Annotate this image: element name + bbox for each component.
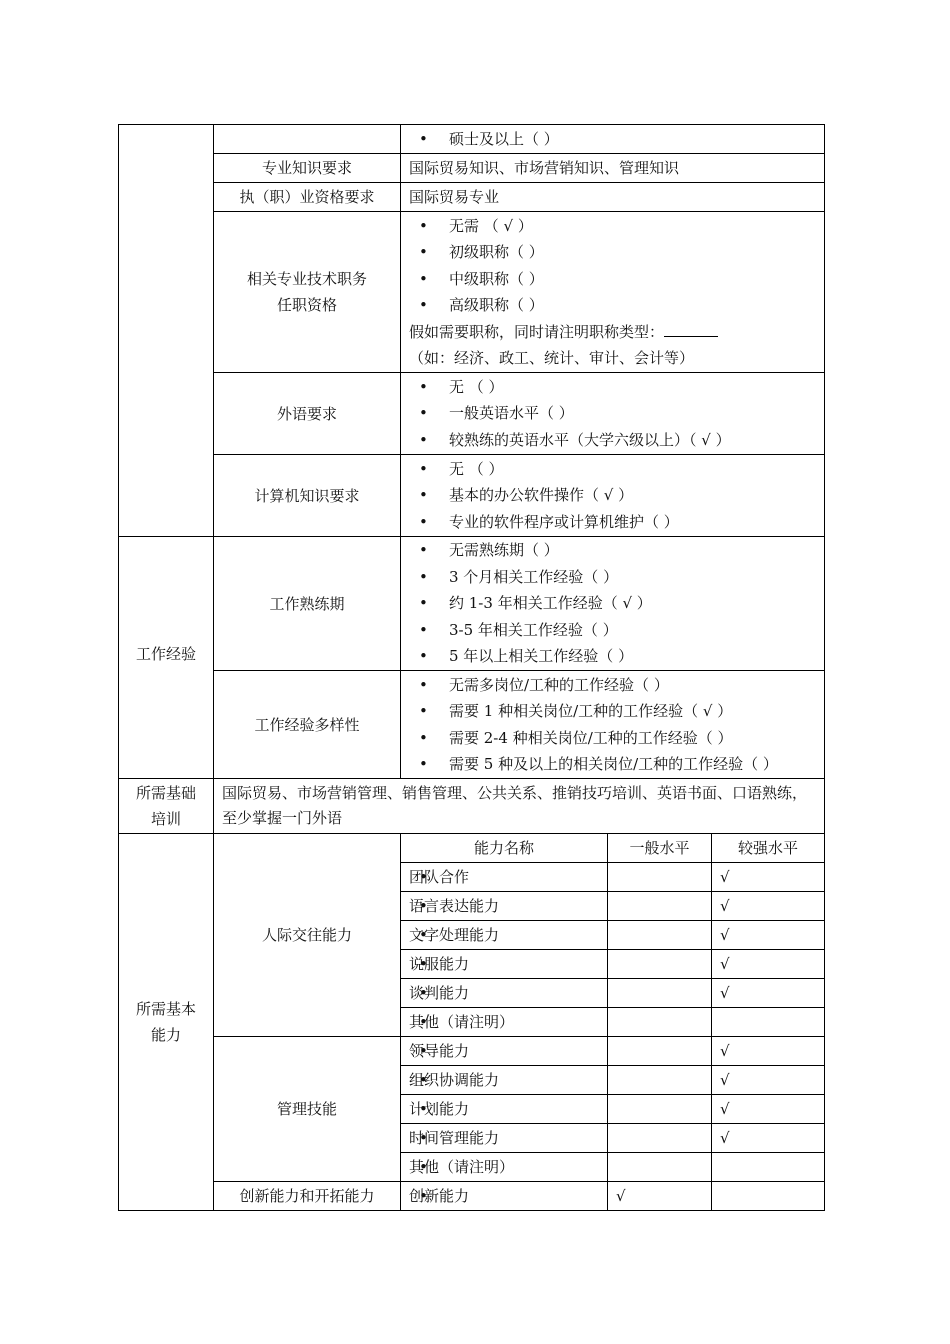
management-label: 管理技能 <box>214 1037 401 1182</box>
general-level-mark <box>608 1153 712 1182</box>
ability-name: • 计划能力 <box>401 1095 608 1124</box>
list-item: • 3 个月相关工作经验（ ） <box>409 564 816 591</box>
ability-name: • 说服能力 <box>401 950 608 979</box>
list-item: • 无 （ ） <box>409 374 816 401</box>
knowledge-label: 专业知识要求 <box>214 154 401 183</box>
qualification-label: 执（职）业资格要求 <box>214 183 401 212</box>
list-item: • 5 年以上相关工作经验（ ） <box>409 643 816 670</box>
table-row <box>119 1037 825 1066</box>
strong-level-mark: √ <box>712 1124 825 1153</box>
list-item: • 3-5 年相关工作经验（ ） <box>409 617 816 644</box>
general-level-mark <box>608 1037 712 1066</box>
strong-level-mark: √ <box>712 979 825 1008</box>
training-text: 国际贸易、市场营销管理、销售管理、公共关系、推销技巧培训、英语书面、口语熟练，至少掌握一门外语 <box>214 779 825 834</box>
knowledge-value: 国际贸易知识、市场营销知识、管理知识 <box>401 154 825 183</box>
ability-name: • 其他（请注明） <box>401 1153 608 1182</box>
list-item: • 约 1-3 年相关工作经验（ √ ） <box>409 590 816 617</box>
computer-row <box>119 455 825 537</box>
list-item: • 高级职称（ ） <box>409 292 816 319</box>
computer-label: 计算机知识要求 <box>214 455 401 537</box>
education-label-cell <box>214 125 401 154</box>
experience-diversity-row <box>119 671 825 779</box>
ability-name: • 领导能力 <box>401 1037 608 1066</box>
work-period-options <box>409 537 816 670</box>
list-item: • 一般英语水平（ ） <box>409 400 816 427</box>
knowledge-row <box>119 154 825 183</box>
fill-in-blank <box>664 322 718 337</box>
list-item: • 无需多岗位/工种的工作经验（ ） <box>409 672 816 699</box>
list-item: • 无需熟练期（ ） <box>409 537 816 564</box>
list-item: • 中级职称（ ） <box>409 266 816 293</box>
strong-level-mark: √ <box>712 921 825 950</box>
language-row <box>119 373 825 455</box>
general-level-header: 一般水平 <box>608 834 712 863</box>
title-note-examples: （如：经济、政工、统计、审计、会计等） <box>409 349 695 367</box>
abilities-header-row <box>119 834 825 863</box>
strong-level-mark: √ <box>712 1037 825 1066</box>
general-level-mark <box>608 892 712 921</box>
general-level-mark <box>608 1095 712 1124</box>
ability-name: • 其他（请注明） <box>401 1008 608 1037</box>
general-level-mark <box>608 950 712 979</box>
general-level-mark <box>608 1066 712 1095</box>
ability-name: • 时间管理能力 <box>401 1124 608 1153</box>
ability-name: • 文字处理能力 <box>401 921 608 950</box>
strong-level-mark <box>712 1182 825 1211</box>
list-item: • 无 （ ） <box>409 456 816 483</box>
general-level-mark <box>608 1124 712 1153</box>
ability-name: • 团队合作 <box>401 863 608 892</box>
experience-section-label: 工作经验 <box>119 537 214 779</box>
strong-level-mark: √ <box>712 1066 825 1095</box>
education-option: • 硕士及以上（ ） <box>409 126 816 153</box>
list-item: • 较熟练的英语水平（大学六级以上）（ √ ） <box>409 427 816 454</box>
ability-name: • 创新能力 <box>401 1182 608 1211</box>
strong-level-mark <box>712 1008 825 1037</box>
list-item: • 需要 5 种及以上的相关岗位/工种的工作经验（ ） <box>409 751 816 778</box>
list-item: • 基本的办公软件操作（ √ ） <box>409 482 816 509</box>
general-level-mark <box>608 863 712 892</box>
computer-options <box>409 456 816 536</box>
interpersonal-label: 人际交往能力 <box>214 834 401 1037</box>
continued-section-cell <box>119 125 214 537</box>
experience-diversity-options <box>409 672 816 778</box>
list-item: • 专业的软件程序或计算机维护（ ） <box>409 509 816 536</box>
strong-level-header: 较强水平 <box>712 834 825 863</box>
title-requirement-row <box>119 212 825 373</box>
list-item: • 需要 1 种相关岗位/工种的工作经验（ √ ） <box>409 698 816 725</box>
ability-name: • 谈判能力 <box>401 979 608 1008</box>
language-options <box>409 374 816 454</box>
strong-level-mark: √ <box>712 863 825 892</box>
general-level-mark <box>608 1008 712 1037</box>
title-requirement-label: 相关专业技术职务 任职资格 <box>214 212 401 373</box>
innovation-label: 创新能力和开拓能力 <box>214 1182 401 1211</box>
title-requirement-options <box>409 213 816 319</box>
experience-diversity-label: 工作经验多样性 <box>214 671 401 779</box>
general-level-mark <box>608 979 712 1008</box>
general-level-mark: √ <box>608 1182 712 1211</box>
qualification-row <box>119 183 825 212</box>
strong-level-mark: √ <box>712 950 825 979</box>
education-row <box>119 125 825 154</box>
general-level-mark <box>608 921 712 950</box>
strong-level-mark: √ <box>712 892 825 921</box>
work-period-row <box>119 537 825 671</box>
job-requirements-table <box>118 124 825 1211</box>
qualification-value: 国际贸易专业 <box>401 183 825 212</box>
strong-level-mark: √ <box>712 1095 825 1124</box>
title-note: 假如需要职称，同时请注明职称类型： <box>409 319 816 346</box>
ability-name: • 语言表达能力 <box>401 892 608 921</box>
list-item: • 需要 2-4 种相关岗位/工种的工作经验（ ） <box>409 725 816 752</box>
ability-name: • 组织协调能力 <box>401 1066 608 1095</box>
list-item: • 无需 （ √ ） <box>409 213 816 240</box>
ability-name-header: 能力名称 <box>401 834 608 863</box>
abilities-section-label: 所需基本 能力 <box>119 834 214 1211</box>
list-item: • 初级职称（ ） <box>409 239 816 266</box>
strong-level-mark <box>712 1153 825 1182</box>
training-row <box>119 779 825 834</box>
training-label: 所需基础 培训 <box>119 779 214 834</box>
work-period-label: 工作熟练期 <box>214 537 401 671</box>
language-label: 外语要求 <box>214 373 401 455</box>
table-row <box>119 1182 825 1211</box>
